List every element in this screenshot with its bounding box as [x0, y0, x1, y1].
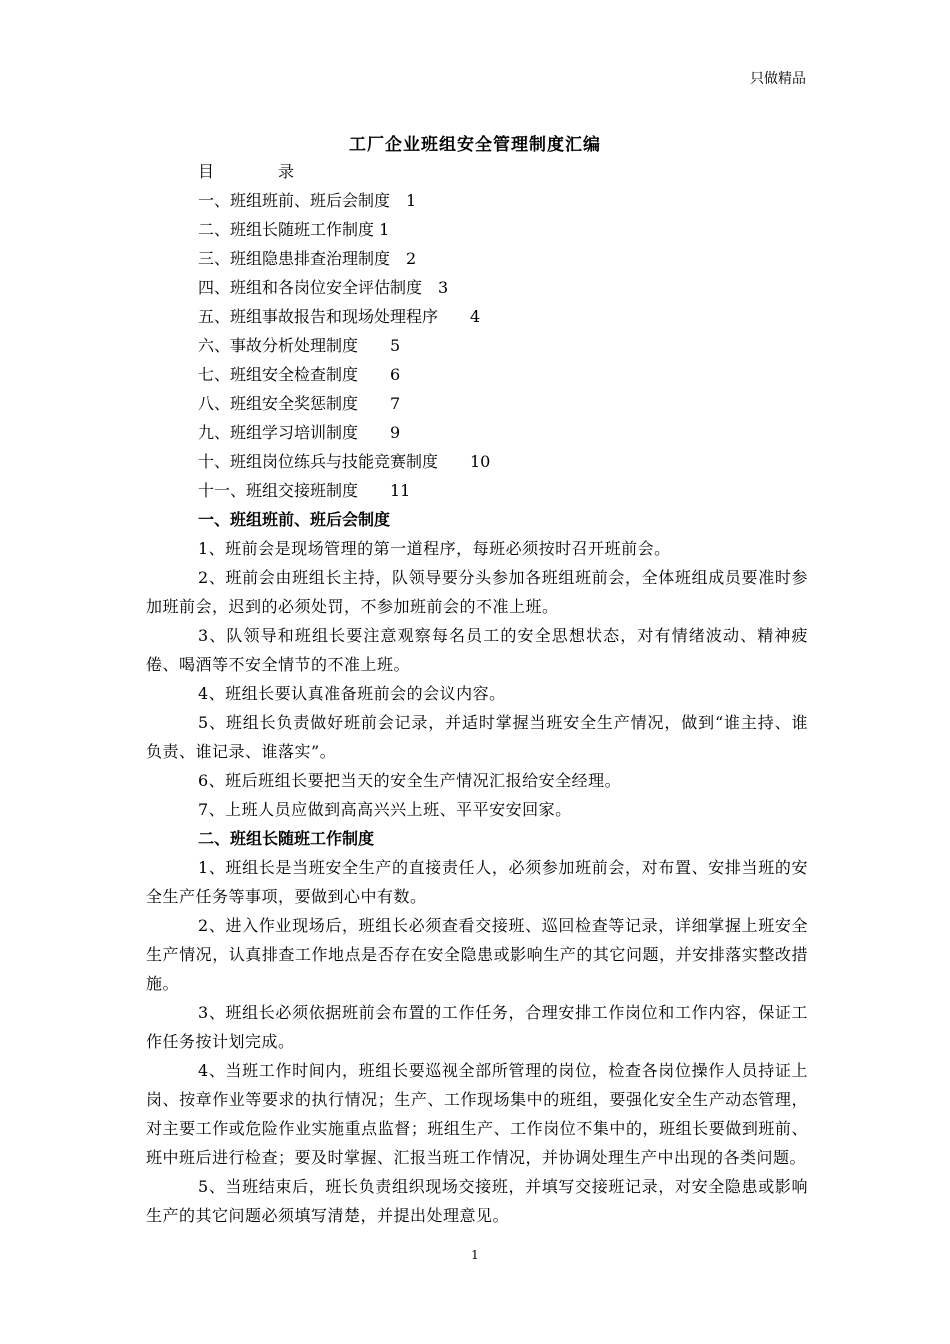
toc-item: 五、班组事故报告和现场处理程序 4 [198, 307, 481, 326]
toc-item: 十、班组岗位练兵与技能竞赛制度 10 [198, 452, 491, 471]
toc-item: 二、班组长随班工作制度 1 [198, 220, 390, 239]
section-paragraph: 6、班后班组长要把当天的安全生产情况汇报给安全经理。 [198, 771, 622, 790]
page-number: 1 [471, 1248, 479, 1262]
document-title: 工厂企业班组安全管理制度汇编 [349, 135, 601, 155]
toc-item: 三、班组隐患排查治理制度 2 [198, 249, 417, 268]
section-paragraph: 7、上班人员应做到高高兴兴上班、平平安安回家。 [198, 800, 572, 819]
section-heading: 二、班组长随班工作制度 [198, 829, 375, 848]
header-note: 只做精品 [750, 71, 806, 87]
section-paragraph: 4、班组长要认真准备班前会的会议内容。 [198, 684, 506, 703]
document-body [146, 157, 808, 1230]
toc-item: 六、事故分析处理制度 5 [198, 336, 401, 355]
section-heading: 一、班组班前、班后会制度 [198, 510, 391, 529]
toc-item: 七、班组安全检查制度 6 [198, 365, 401, 384]
section-paragraph: 2、进入作业现场后，班组长必须查看交接班、巡回检查等记录，详细掌握上班安全生产情况，认真排查工作地点是否存在安全隐患或影响生产的其它问题，并安排落实整改措施。 [146, 916, 808, 993]
section-paragraph: 1、班前会是现场管理的第一道程序，每班必须按时召开班前会。 [198, 539, 671, 558]
toc-item: 十一、班组交接班制度 11 [198, 481, 411, 500]
section-paragraph: 1、班组长是当班安全生产的直接责任人，必须参加班前会，对布置、安排当班的安全生产任务等事项，要做到心中有数。 [146, 858, 808, 906]
toc-heading: 目 录 [198, 162, 319, 181]
section-paragraph: 4、当班工作时间内，班组长要巡视全部所管理的岗位，检查各岗位操作人员持证上岗、按章作业等要求的执行情况；生产、工作现场集中的班组，要强化安全生产动态管理，对主要工作或危险作业实施重点监督；班组生产、工作岗位不集中的，班组长要做到班前、班中班后进行检查；要及时掌握、汇报当班工作情况，并协调处理生产中出现的各类问题。 [146, 1061, 808, 1167]
section-paragraph: 5、班组长负责做好班前会记录，并适时掌握当班安全生产情况，做到“谁主持、谁负责、谁记录、谁落实”。 [146, 713, 808, 761]
toc-list [146, 186, 808, 505]
section-paragraph: 3、班组长必须依据班前会布置的工作任务，合理安排工作岗位和工作内容，保证工作任务按计划完成。 [146, 1003, 808, 1051]
section-paragraph: 2、班前会由班组长主持，队领导要分头参加各班组班前会，全体班组成员要准时参加班前会，迟到的必须处罚，不参加班前会的不准上班。 [146, 568, 808, 616]
toc-item: 九、班组学习培训制度 9 [198, 423, 401, 442]
toc-item: 一、班组班前、班后会制度 1 [198, 191, 417, 210]
toc-item: 八、班组安全奖惩制度 7 [198, 394, 401, 413]
section-paragraph: 3、队领导和班组长要注意观察每名员工的安全思想状态，对有情绪波动、精神疲倦、喝酒等不安全情节的不准上班。 [146, 626, 808, 674]
toc-item: 四、班组和各岗位安全评估制度 3 [198, 278, 449, 297]
section-paragraph: 5、当班结束后，班长负责组织现场交接班，并填写交接班记录，对安全隐患或影响生产的其它问题必须填写清楚，并提出处理意见。 [146, 1177, 808, 1225]
